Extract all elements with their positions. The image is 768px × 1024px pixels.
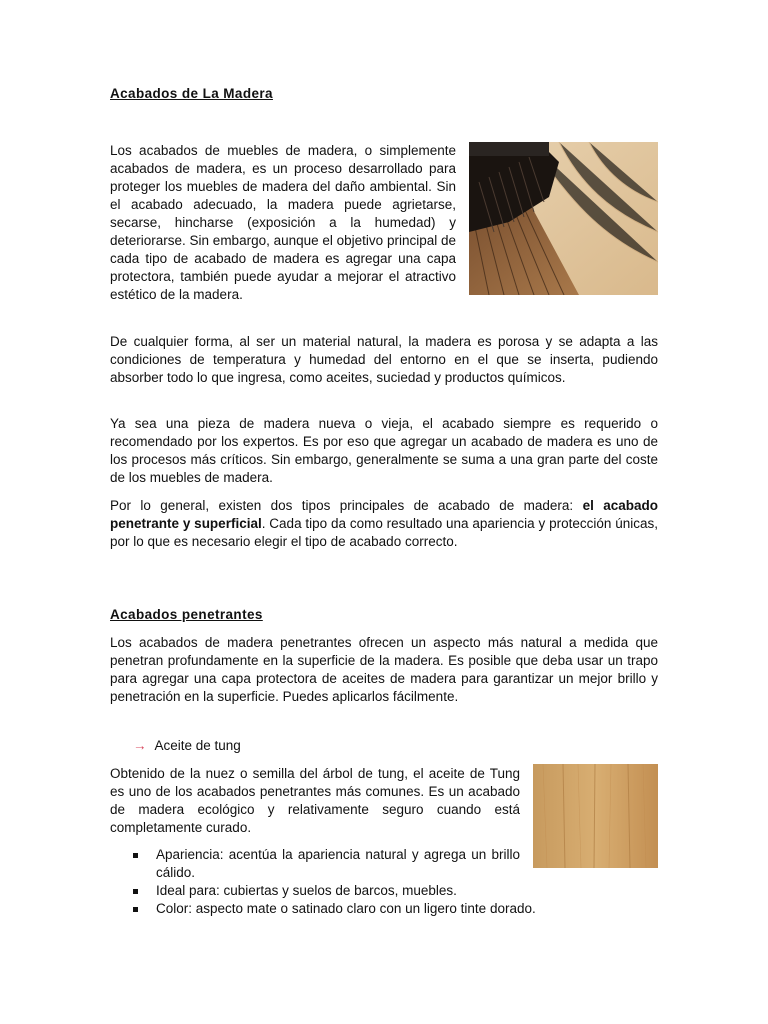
- section-heading: Acabados penetrantes: [110, 607, 263, 622]
- arrow-icon: →: [133, 738, 147, 753]
- list-item: [110, 846, 520, 882]
- list-item-text: Ideal para: cubiertas y suelos de barcos, muebles.: [156, 883, 457, 898]
- paragraph-3: Ya sea una pieza de madera nueva o vieja, el acabado siempre es requerido o recomendado por los expertos. Es por eso que agregar un acabado de madera es uno de los procesos más críticos. Sin embargo, generalmente se suma a una gran parte del coste de los muebles de madera.: [110, 416, 658, 485]
- paragraph-6: Obtenido de la nuez o semilla del árbol de tung, el aceite de Tung es uno de los acabados penetrantes más comunes. Es un acabado de madera ecológico y relativamente seguro cuando está completamente curado.: [110, 766, 520, 835]
- list-item: [110, 882, 676, 900]
- paragraph-4-bold: el acabado penetrante y superficial: [110, 498, 659, 531]
- paragraph-4: [110, 497, 658, 551]
- arrow-item-label: Aceite de tung: [154, 738, 241, 753]
- paragraph-5: Los acabados de madera penetrantes ofrecen un aspecto más natural a medida que penetran profundamente en la superficie de la madera. Es posible que deba usar un trapo para agregar una capa protectora de aceites de madera para garantizar un mejor brillo y penetración en la superficie. Puedes aplicarlos fácilmente.: [110, 635, 658, 704]
- paragraph-4-start: Por lo general, existen dos tipos principales de acabado de madera:: [110, 498, 583, 513]
- list-item: [110, 900, 676, 918]
- bullet-icon: [133, 907, 138, 912]
- arrow-list-item: [133, 737, 241, 755]
- list-item-text: Color: aspecto mate o satinado claro con un ligero tinte dorado.: [156, 901, 536, 916]
- paragraph-2: De cualquier forma, al ser un material natural, la madera es porosa y se adapta a las condiciones de temperatura y humedad del entorno en el que se inserta, pudiendo absorber todo lo que ingresa, como aceites, suciedad y productos químicos.: [110, 334, 658, 385]
- intro-paragraph: Los acabados de muebles de madera, o simplemente acabados de madera, es un proceso desarrollado para proteger los muebles de madera del daño ambiental. Sin el acabado adecuado, la madera puede agrietarse, secarse, hincharse (exposición a la humedad) y deteriorarse. Sin embargo, aunque el objetivo principal de cada tipo de acabado de madera es agregar una capa protectora, también puede ayudar a mejorar el atractivo estético de la madera.: [110, 143, 456, 302]
- brush-on-wood-image: [469, 142, 658, 295]
- page-title: Acabados de La Madera: [110, 86, 273, 101]
- bullet-icon: [133, 853, 138, 858]
- paragraph-4-end: . Cada tipo da como resultado una apariencia y protección únicas, por lo que es necesario elegir el tipo de acabado correcto.: [110, 516, 658, 549]
- list-item-text: Apariencia: acentúa la apariencia natural y agrega un brillo cálido.: [156, 847, 520, 880]
- properties-list: [110, 846, 676, 918]
- bullet-icon: [133, 889, 138, 894]
